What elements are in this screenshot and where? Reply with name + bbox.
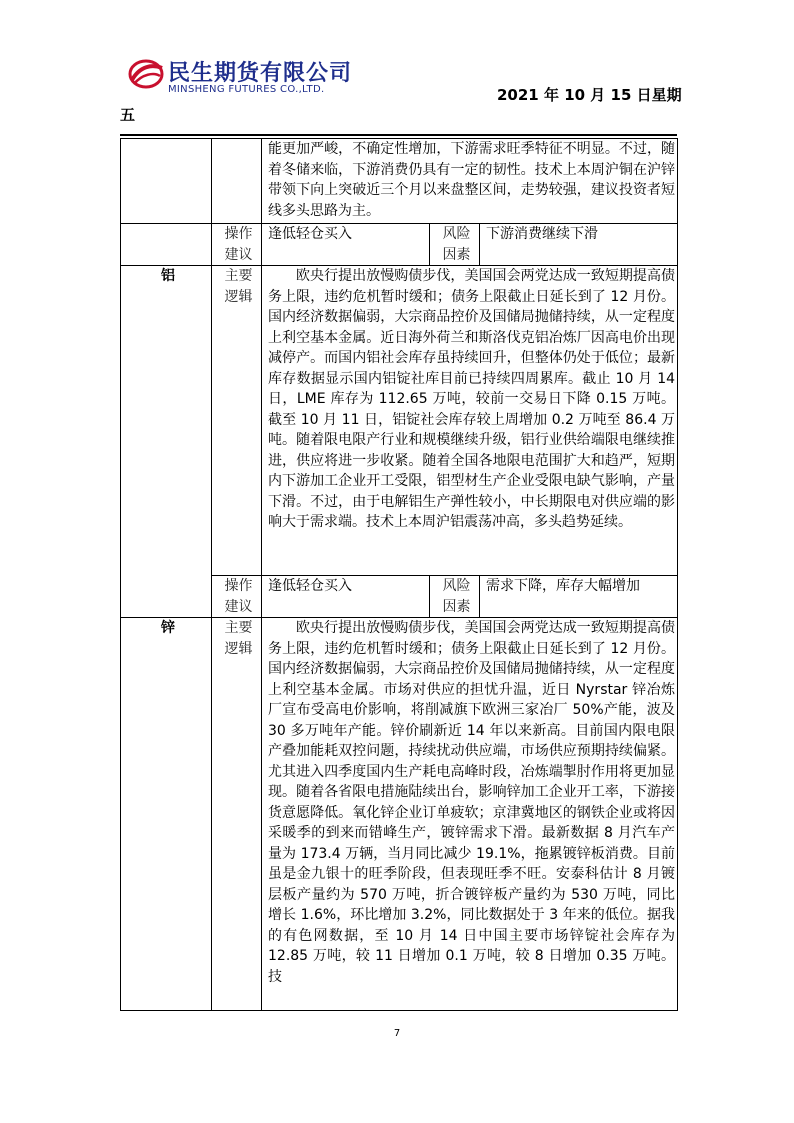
aluminum-logic-cell	[262, 266, 678, 576]
aluminum-op-value: 逢低轻仓买入	[262, 576, 430, 618]
copper-label-cell	[212, 139, 262, 224]
zinc-logic-text: 欧央行提出放慢购债步伐，美国国会两党达成一致短期提高债务上限，违约危机暂时缓和；债务上限截止日延长到了 12 月份。国内经济数据偏弱，大宗商品控价及国储局抛储持续，从一定程度上利空基本金属。市场对供应的担忧升温，近日 Nyrstar 锌冶炼厂宣布受高电价影响，将削减旗下欧洲三家冶厂 50%产能，波及 30 多万吨年产能。锌价刷新近 14 年以来新高。目前国内限电限产叠加能耗双控问题，持续扰动供应端，市场供应预期持续偏紧。尤其进入四季度国内生产耗电高峰时段，冶炼端掣肘作用将更加显现。随着各省限电措施陆续出台，影响锌加工企业开工率，下游接货意愿降低。氧化锌企业订单疲软；京津冀地区的钢铁企业或将因采暖季的到来而错峰生产，镀锌需求下滑。最新数据 8 月汽车产量为 173.4 万辆，当月同比减少 19.1%，拖累镀锌板消费。目前虽是金九银十的旺季阶段，但表现旺季不旺。安泰科估计 8 月镀层板产量约为 570 万吨，折合镀锌板产量约为 530 万吨，同比增长 1.6%，环比增加 3.2%，同比数据处于 3 年来的低位。据我的有色网数据，至 10 月 14 日中国主要市场锌锭社会库存为 12.85 万吨，较 11 日增加 0.1 万吨，较 8 日增加 0.35 万吨。技	[268, 620, 676, 985]
copper-risk-label: 风险因素	[430, 224, 480, 266]
aluminum-risk-value: 需求下降，库存大幅增加	[480, 576, 678, 618]
copper-op-label: 操作建议	[212, 224, 262, 266]
aluminum-metal-label: 铝	[121, 266, 212, 618]
copper-metal-cell-2	[121, 224, 212, 266]
report-date-weekday: 五	[120, 106, 136, 124]
zinc-logic-row	[121, 618, 678, 1011]
company-name-cn: 民生期货有限公司	[168, 61, 353, 86]
aluminum-op-label: 操作建议	[212, 576, 262, 618]
aluminum-logic-text: 欧央行提出放慢购债步伐，美国国会两党达成一致短期提高债务上限，违约危机暂时缓和；债务上限截止日延长到了 12 月份。国内经济数据偏弱，大宗商品控价及国储局抛储持续，从一定程度上利空基本金属。近日海外荷兰和斯洛伐克铝冶炼厂因高电价出现减停产。而国内铝社会库存虽持续回升，但整体仍处于低位；最新库存数据显示国内铝锭社库目前已持续四周累库。截止 10 月 14 日，LME 库存为 112.65 万吨，较前一交易日下降 0.15 万吨。截至 10 月 11 日，铝锭社会库存较上周增加 0.2 万吨至 86.4 万吨。随着限电限产行业和规模继续升级，铝行业供给端限电继续推进，供应将进一步收紧。随着全国各地限电范围扩大和趋严，短期内下游加工企业开工受限，铝型材生产企业受限电缺气影响，产量下滑。不过，由于电解铝生产弹性较小，中长期限电对供应端的影响大于需求端。技术上本周沪铝震荡冲高，多头趋势延续。	[268, 268, 676, 530]
copper-logic-text: 能更加严峻，不确定性增加，下游需求旺季特征不明显。不过，随着冬储来临，下游消费仍具有一定的韧性。技术上本周沪铜在沪锌带领下向上突破近三个月以来盘整区间，走势较强，建议投资者短线多头思路为主。	[268, 141, 676, 219]
copper-logic-row	[121, 139, 678, 224]
aluminum-logic-label: 主要逻辑	[212, 266, 262, 576]
copper-operation-row	[121, 224, 678, 266]
aluminum-logic-row	[121, 266, 678, 576]
header-divider	[120, 134, 677, 136]
page-number: 7	[393, 1028, 401, 1039]
copper-logic-cell	[262, 139, 678, 224]
copper-risk-value: 下游消费继续下滑	[480, 224, 678, 266]
company-name-en: MINSHENG FUTURES CO.,LTD.	[168, 84, 325, 95]
copper-op-value: 逢低轻仓买入	[262, 224, 430, 266]
company-logo	[128, 56, 368, 100]
zinc-metal-label: 锌	[121, 618, 212, 1011]
minsheng-logo-icon	[128, 56, 164, 92]
aluminum-risk-label: 风险因素	[430, 576, 480, 618]
zinc-logic-cell	[262, 618, 678, 1011]
copper-metal-cell	[121, 139, 212, 224]
report-date: 2021 年 10 月 15 日星期	[497, 86, 682, 104]
zinc-logic-label: 主要逻辑	[212, 618, 262, 1011]
analysis-table	[120, 138, 678, 1011]
